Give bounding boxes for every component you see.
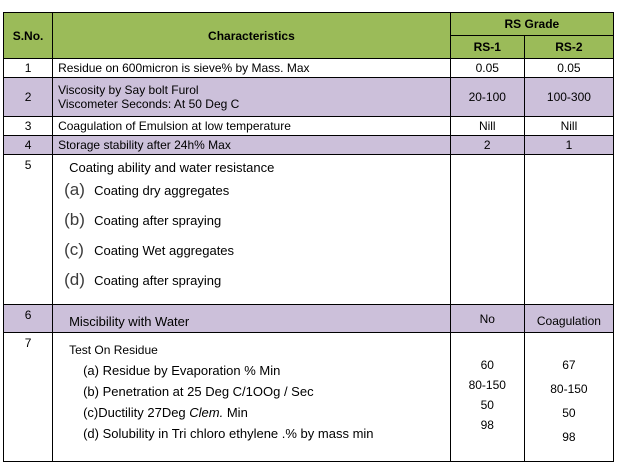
table-row [4,155,614,305]
table-row [4,59,614,78]
residue-rs1-value: 50 [480,398,494,412]
residue-rs1-value: 80-150 [468,378,506,392]
row-sno: 4 [4,136,53,155]
row-rs1-value [450,155,524,305]
item-letter: (a) [64,180,85,199]
row-characteristic [53,155,451,305]
row-rs1-value: 0.05 [450,59,524,78]
item-letter: (d) [64,270,85,289]
residue-rs2-value: 50 [562,406,576,420]
rs-grade-spec-table [3,12,614,462]
row-rs1-value: Nill [450,117,524,136]
row-rs2-value [524,333,613,462]
item-text: Coating after spraying [94,213,222,228]
row-rs2-value: 0.05 [524,59,613,78]
table-row [4,136,614,155]
header-rs-grade: RS Grade [450,13,613,36]
residue-rs2-value: 80-150 [550,382,588,396]
row-rs2-value: Nill [524,117,613,136]
row-rs1-value: 20-100 [450,78,524,117]
table-row [4,78,614,117]
coating-item [53,180,450,210]
row-characteristic: Miscibility with Water [53,305,451,333]
residue-item: (b) Penetration at 25 Deg C/1OOg / Sec [83,384,314,399]
table-row [4,333,614,462]
header-characteristics: Characteristics [53,13,451,59]
item-text: Coating Wet aggregates [94,243,235,258]
header-rs2: RS-2 [524,36,613,59]
characteristic-line: Viscometer Seconds: At 50 Deg C [58,97,240,111]
row-sno [4,305,53,333]
row-sno: 1 [4,59,53,78]
row-characteristic [53,333,451,462]
row-rs2-value: 100-300 [524,78,613,117]
row-characteristic: Storage stability after 24h% Max [53,136,451,155]
row-rs1-value [450,333,524,462]
coating-item [53,240,450,270]
item-text: Min [223,405,248,420]
row-characteristic [53,78,451,117]
row-characteristic: Coagulation of Emulsion at low temperature [53,117,451,136]
row-sno-text: 7 [24,336,32,350]
residue-item [83,402,450,423]
row-rs1-value: No [450,305,524,333]
item-italic-text: Clem. [189,405,224,420]
row-sno: 2 [4,78,53,117]
item-letter: (c) [64,240,84,259]
residue-rs2-value: 67 [562,358,576,372]
characteristic-line: Viscosity by Say bolt Furol [58,83,199,97]
row-rs2-value: Coagulation [524,305,613,333]
row-sno-text: 6 [24,308,32,322]
residue-rs2-value: 98 [562,430,576,444]
residue-title: Test On Residue [69,343,158,357]
row-characteristic: Residue on 600micron is sieve% by Mass. Max [53,59,451,78]
row-rs2-value [524,155,613,305]
residue-rs1-value: 60 [480,358,494,372]
row-sno: 3 [4,117,53,136]
table-row [4,117,614,136]
table-row [4,305,614,333]
row-sno [4,155,53,305]
coating-item [53,270,450,300]
residue-rs1-value: 98 [480,418,494,432]
coating-title: Coating ability and water resistance [69,160,275,175]
coating-item [53,210,450,240]
row-rs1-value: 2 [450,136,524,155]
item-text: Coating after spraying [94,273,222,288]
residue-item: (a) Residue by Evaporation % Min [83,363,281,378]
item-letter: (b) [64,210,85,229]
header-sno: S.No. [4,13,53,59]
header-rs1: RS-1 [450,36,524,59]
item-text: Coating dry aggregates [94,183,230,198]
item-text: (c)Ductility 27Deg [83,405,190,420]
row-sno [4,333,53,462]
row-sno-text: 5 [24,158,32,172]
row-rs2-value: 1 [524,136,613,155]
residue-item: (d) Solubility in Tri chloro ethylene .% by mass min [83,426,374,441]
